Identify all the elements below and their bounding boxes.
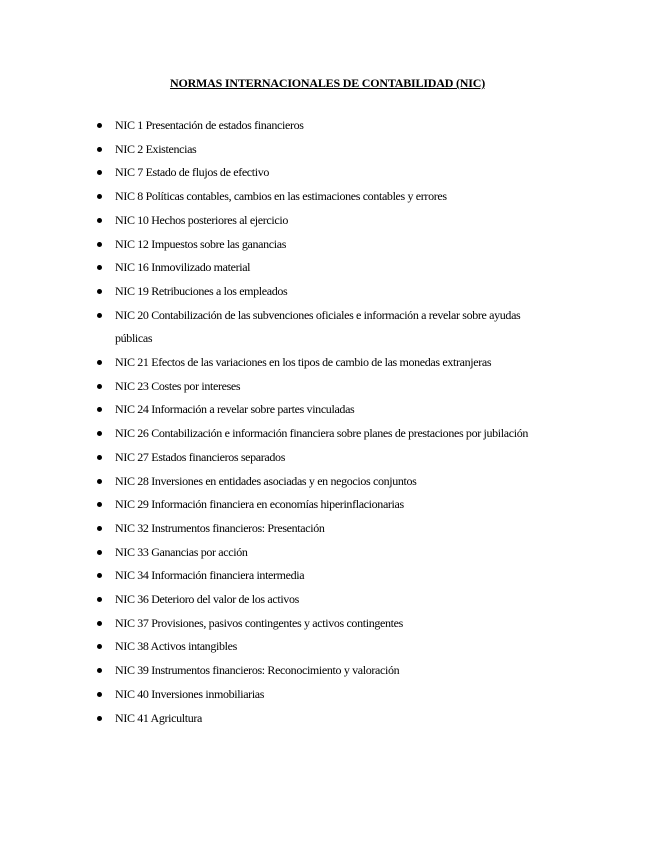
- list-item: [0, 493, 600, 517]
- list-item-text: NIC 27 Estados financieros separados: [115, 449, 286, 464]
- list-item-text: NIC 21 Efectos de las variaciones en los tipos de cambio de las monedas extranjeras: [115, 355, 492, 370]
- list-item: [0, 280, 600, 304]
- list-item-text: NIC 38 Activos intangibles: [115, 639, 237, 654]
- list-item: [0, 138, 600, 162]
- bullet-icon: [97, 692, 102, 697]
- bullet-icon: [97, 384, 102, 389]
- bullet-icon: [97, 313, 102, 318]
- list-item: [0, 256, 600, 280]
- bullet-icon: [97, 526, 102, 531]
- list-item: [0, 470, 600, 494]
- list-item: [0, 351, 600, 375]
- bullet-icon: [97, 621, 102, 626]
- list-item-text: NIC 28 Inversiones en entidades asociadas y en negocios conjuntos: [115, 473, 417, 488]
- list-item: [0, 233, 600, 257]
- list-item: [0, 707, 600, 731]
- bullet-icon: [97, 597, 102, 602]
- list-item: [0, 209, 600, 233]
- list-item-text: NIC 37 Provisiones, pasivos contingentes y activos contingentes: [115, 615, 403, 630]
- bullet-icon: [97, 644, 102, 649]
- list-item-text: NIC 23 Costes por intereses: [115, 378, 241, 393]
- list-item: [0, 161, 600, 185]
- bullet-icon: [97, 716, 102, 721]
- bullet-icon: [97, 170, 102, 175]
- list-item-text: NIC 2 Existencias: [115, 141, 197, 156]
- list-item: [0, 541, 600, 565]
- list-item: [0, 446, 600, 470]
- list-item: [0, 683, 600, 707]
- list-item: [0, 635, 600, 659]
- list-item-text: NIC 32 Instrumentos financieros: Presentación: [115, 520, 325, 535]
- list-item-text: NIC 10 Hechos posteriores al ejercicio: [115, 212, 288, 227]
- bullet-icon: [97, 218, 102, 223]
- list-item-text: NIC 20 Contabilización de las subvenciones oficiales e información a revelar sobre ayudas públicas: [115, 307, 521, 346]
- list-item-text: NIC 41 Agricultura: [115, 710, 203, 725]
- nic-list: [0, 114, 600, 730]
- list-item-text: NIC 24 Información a revelar sobre partes vinculadas: [115, 402, 355, 417]
- bullet-icon: [97, 242, 102, 247]
- bullet-icon: [97, 147, 102, 152]
- list-item-text: NIC 33 Ganancias por acción: [115, 544, 248, 559]
- bullet-icon: [97, 360, 102, 365]
- list-item: [0, 659, 600, 683]
- bullet-icon: [97, 265, 102, 270]
- bullet-icon: [97, 668, 102, 673]
- bullet-icon: [97, 431, 102, 436]
- list-item: [0, 422, 600, 446]
- bullet-icon: [97, 550, 102, 555]
- list-item-text: NIC 34 Información financiera intermedia: [115, 568, 305, 583]
- bullet-icon: [97, 289, 102, 294]
- list-item: [0, 185, 600, 209]
- bullet-icon: [97, 194, 102, 199]
- bullet-icon: [97, 479, 102, 484]
- list-item: [0, 114, 600, 138]
- list-item: [0, 304, 600, 351]
- list-item-text: NIC 12 Impuestos sobre las ganancias: [115, 236, 287, 251]
- list-item-text: NIC 8 Políticas contables, cambios en las estimaciones contables y errores: [115, 189, 447, 204]
- list-item-text: NIC 40 Inversiones inmobiliarias: [115, 686, 265, 701]
- bullet-icon: [97, 502, 102, 507]
- list-item: [0, 517, 600, 541]
- list-item-text: NIC 16 Inmovilizado material: [115, 260, 251, 275]
- list-item: [0, 612, 600, 636]
- bullet-icon: [97, 573, 102, 578]
- list-item: [0, 564, 600, 588]
- bullet-icon: [97, 455, 102, 460]
- list-item: [0, 398, 600, 422]
- list-item-text: NIC 29 Información financiera en economías hiperinflacionarias: [115, 497, 404, 512]
- list-item-text: NIC 7 Estado de flujos de efectivo: [115, 165, 270, 180]
- list-item-text: NIC 39 Instrumentos financieros: Reconocimiento y valoración: [115, 663, 400, 678]
- bullet-icon: [97, 407, 102, 412]
- list-item-text: NIC 36 Deterioro del valor de los activos: [115, 592, 299, 607]
- list-item-text: NIC 19 Retribuciones a los empleados: [115, 283, 288, 298]
- list-item: [0, 588, 600, 612]
- bullet-icon: [97, 123, 102, 128]
- page-title: NORMAS INTERNACIONALES DE CONTABILIDAD (NIC): [169, 76, 485, 90]
- list-item-text: NIC 26 Contabilización e información financiera sobre planes de prestaciones por jubilación: [115, 426, 529, 441]
- list-item: [0, 375, 600, 399]
- list-item-text: NIC 1 Presentación de estados financieros: [115, 118, 304, 132]
